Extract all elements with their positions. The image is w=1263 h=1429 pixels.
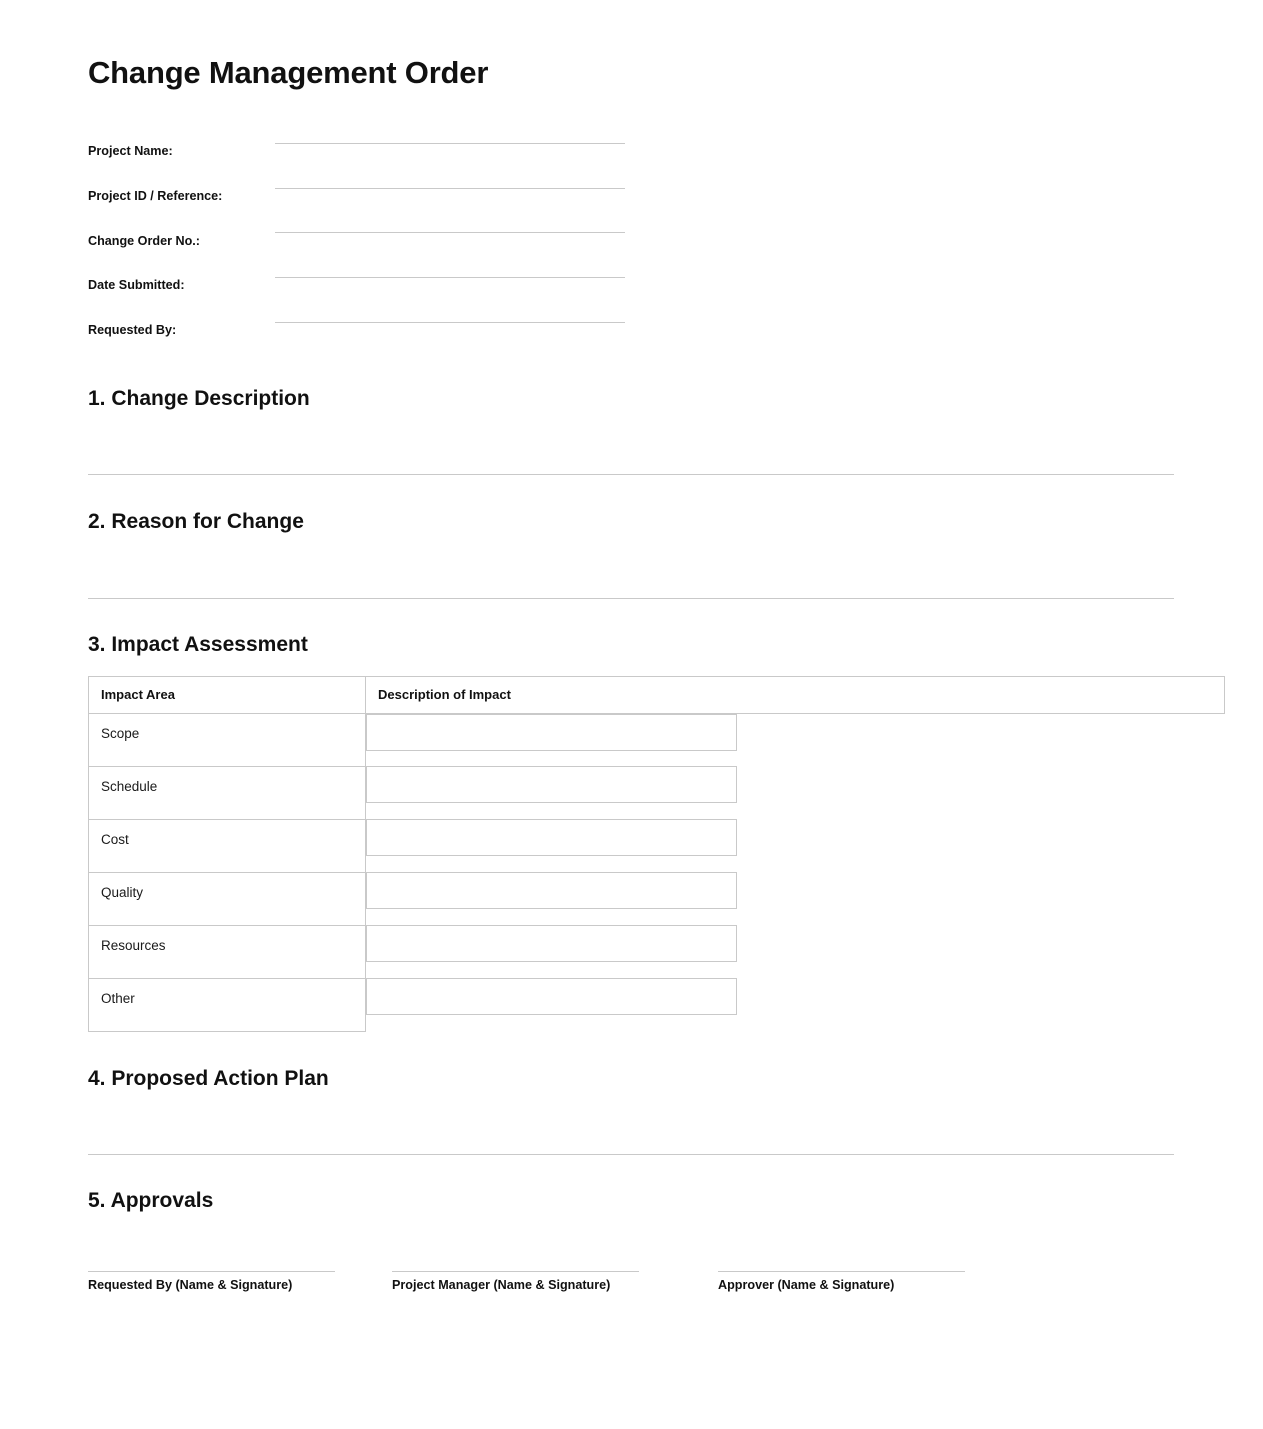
meta-input-line-project-name[interactable] [275,143,625,144]
impact-assessment-table [88,676,1225,1032]
approvals-signature-block [88,1271,1175,1391]
impact-description-input-quality[interactable] [366,872,737,909]
impact-area-quality: Quality [89,872,366,925]
signature-column-approver [718,1271,965,1292]
meta-input-line-date-submitted[interactable] [275,277,625,278]
meta-label-requested-by: Requested By: [88,322,177,337]
impact-area-schedule: Schedule [89,766,366,819]
impact-description-cell-schedule [366,766,1225,819]
section-heading-approvals: 5. Approvals [88,1189,214,1213]
table-row [89,766,1225,819]
impact-area-cost: Cost [89,819,366,872]
table-header-row [89,676,1225,713]
meta-input-line-project-id[interactable] [275,188,625,189]
signature-caption-requested-by: Requested By (Name & Signature) [88,1278,293,1293]
signature-column-project-manager [392,1271,639,1292]
signature-column-requested-by [88,1271,335,1292]
meta-field-requested-by [88,308,1175,353]
impact-description-input-cost[interactable] [366,819,737,856]
table-row [89,819,1225,872]
section-heading-change-description: 1. Change Description [88,387,310,411]
table-row [89,978,1225,1031]
meta-input-line-change-order-no[interactable] [275,232,625,233]
impact-description-cell-quality [366,872,1225,925]
signature-caption-project-manager: Project Manager (Name & Signature) [392,1278,611,1293]
section-heading-proposed-action-plan: 4. Proposed Action Plan [88,1066,329,1090]
section-body-change-description[interactable] [88,412,1175,474]
meta-input-line-requested-by[interactable] [275,322,625,323]
signature-caption-approver: Approver (Name & Signature) [718,1278,895,1293]
section-heading-impact-assessment: 3. Impact Assessment [88,632,308,656]
meta-field-project-name [88,129,1175,174]
page-title: Change Management Order [88,55,489,90]
impact-description-input-scope[interactable] [366,714,737,751]
impact-area-resources: Resources [89,925,366,978]
signature-line-project-manager[interactable] [392,1271,639,1272]
impact-description-input-schedule[interactable] [366,766,737,803]
meta-label-project-name: Project Name: [88,144,173,159]
section-heading-reason-for-change: 2. Reason for Change [88,510,304,534]
column-header-impact-area: Impact Area [89,676,366,713]
project-meta-fields [88,129,1175,352]
impact-description-input-resources[interactable] [366,925,737,962]
impact-area-other: Other [89,978,366,1031]
table-row [89,925,1225,978]
signature-line-requested-by[interactable] [88,1271,335,1272]
column-header-description-of-impact: Description of Impact [366,676,1225,713]
section-body-proposed-action-plan[interactable] [88,1092,1175,1154]
table-row [89,872,1225,925]
impact-area-scope: Scope [89,713,366,766]
meta-label-date-submitted: Date Submitted: [88,278,185,293]
impact-description-cell-scope [366,713,1225,766]
meta-label-project-id: Project ID / Reference: [88,189,223,204]
impact-description-cell-resources [366,925,1225,978]
impact-description-cell-other [366,978,1225,1031]
meta-field-change-order-no [88,218,1175,263]
section-body-reason-for-change[interactable] [88,536,1175,598]
table-row [89,713,1225,766]
impact-description-cell-cost [366,819,1225,872]
meta-field-date-submitted [88,263,1175,308]
meta-field-project-id [88,174,1175,219]
meta-label-change-order-no: Change Order No.: [88,233,200,248]
impact-description-input-other[interactable] [366,978,737,1015]
signature-line-approver[interactable] [718,1271,965,1272]
